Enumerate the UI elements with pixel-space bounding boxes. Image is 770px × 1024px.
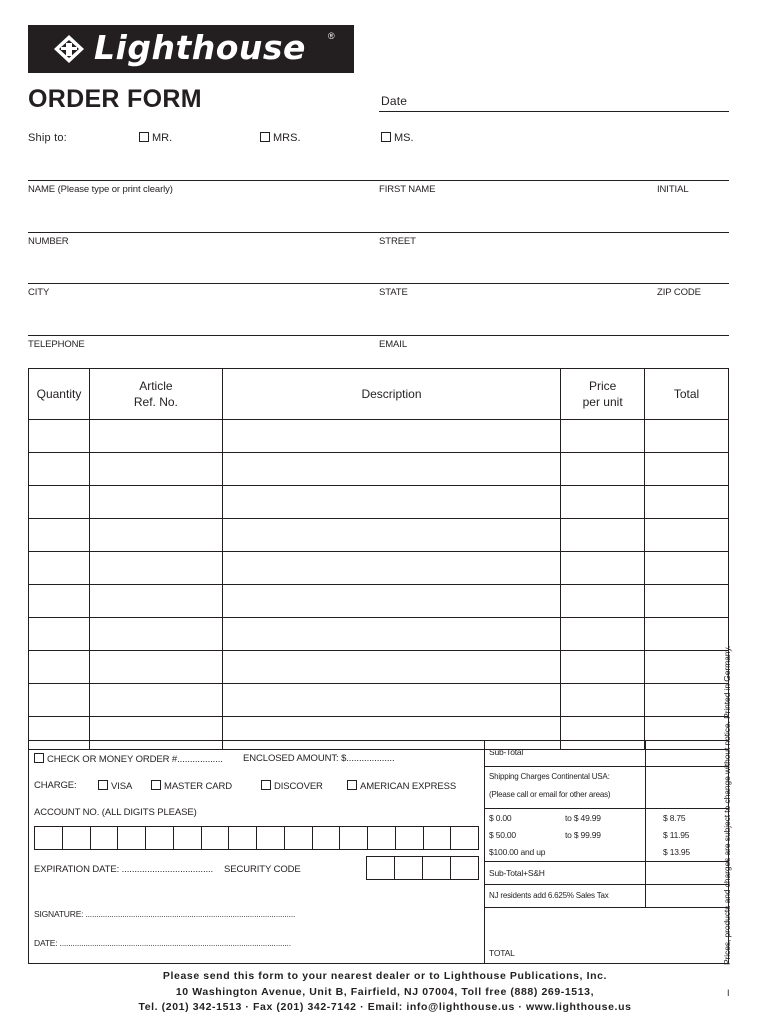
page-mark: I [727, 988, 730, 998]
form-title: ORDER FORM [28, 85, 202, 113]
address-line [28, 283, 729, 284]
telephone-label: TELEPHONE [28, 339, 85, 350]
date-label: Date [381, 94, 408, 108]
state-label: STATE [379, 287, 408, 298]
security-digit-box[interactable] [366, 856, 395, 880]
card-visa[interactable]: VISA [98, 780, 132, 792]
description-cell[interactable] [222, 651, 560, 684]
ship-to-label: Ship to: [28, 132, 67, 144]
account-digit-box[interactable] [62, 826, 91, 850]
ship-option-ms[interactable]: MS. [381, 132, 414, 144]
first-name-label: FIRST NAME [379, 184, 436, 195]
article-cell[interactable] [89, 486, 222, 519]
total-cell[interactable] [645, 618, 729, 651]
account-digit-box[interactable] [117, 826, 146, 850]
subtotal-label: Sub-Total [489, 747, 524, 757]
address-line [28, 232, 729, 233]
account-digit-box[interactable] [173, 826, 202, 850]
brand-name: Lighthouse [94, 28, 306, 67]
price-cell[interactable] [561, 651, 645, 684]
name-label: NAME (Please type or print clearly) [28, 184, 173, 195]
price-cell[interactable] [561, 486, 645, 519]
col-description: Description [222, 369, 560, 420]
card-discover[interactable]: DISCOVER [261, 780, 323, 792]
checkbox[interactable] [261, 780, 271, 790]
card-mastercard[interactable]: MASTER CARD [151, 780, 232, 792]
quantity-cell[interactable] [29, 585, 90, 618]
quantity-cell[interactable] [29, 453, 90, 486]
checkbox[interactable] [34, 753, 44, 763]
rate-from: $ 50.00 [489, 830, 516, 840]
article-cell[interactable] [89, 552, 222, 585]
totals-line [484, 766, 729, 767]
total-cell[interactable] [645, 420, 729, 453]
security-digit-box[interactable] [450, 856, 479, 880]
checkbox[interactable] [98, 780, 108, 790]
rate-charge: $ 8.75 [663, 813, 686, 823]
payment-section [28, 740, 729, 964]
table-row [29, 684, 729, 717]
table-row [29, 552, 729, 585]
account-digit-box[interactable] [395, 826, 424, 850]
description-cell[interactable] [222, 684, 560, 717]
account-digit-box[interactable] [312, 826, 341, 850]
shipping-note: (Please call or email for other areas) [489, 790, 611, 799]
article-cell[interactable] [89, 453, 222, 486]
footer-line-1: Please send this form to your nearest dealer or to Lighthouse Publications, Inc. [162, 970, 608, 982]
expiration-date-field[interactable]: EXPIRATION DATE: .................................... [34, 864, 214, 875]
subtotal-sh-label: Sub-Total+S&H [489, 868, 545, 878]
article-cell[interactable] [89, 684, 222, 717]
account-digit-box[interactable] [367, 826, 396, 850]
article-cell[interactable] [89, 420, 222, 453]
col-price: Price per unit [561, 369, 645, 420]
col-quantity: Quantity [29, 369, 90, 420]
enclosed-amount-field[interactable]: ENCLOSED AMOUNT: $................... [243, 753, 395, 764]
account-digit-box[interactable] [145, 826, 174, 850]
street-label: STREET [379, 236, 416, 247]
registered-mark: ® [328, 31, 335, 41]
quantity-cell[interactable] [29, 486, 90, 519]
quantity-cell[interactable] [29, 684, 90, 717]
account-digit-box[interactable] [284, 826, 313, 850]
account-digit-box[interactable] [256, 826, 285, 850]
address-line [28, 335, 729, 336]
description-cell[interactable] [222, 453, 560, 486]
table-row [29, 486, 729, 519]
rate-charge: $ 11.95 [663, 830, 690, 840]
table-row [29, 585, 729, 618]
rate-to: to $ 99.99 [565, 830, 601, 840]
description-cell[interactable] [222, 618, 560, 651]
quantity-cell[interactable] [29, 651, 90, 684]
col-article: Article Ref. No. [89, 369, 222, 420]
table-row [29, 453, 729, 486]
account-digit-box[interactable] [450, 826, 479, 850]
email-label: EMAIL [379, 339, 408, 350]
lighthouse-icon [53, 34, 85, 64]
brand-logo [28, 25, 354, 73]
article-cell[interactable] [89, 618, 222, 651]
account-digit-box[interactable] [339, 826, 368, 850]
checkbox[interactable] [139, 132, 149, 142]
charge-label: CHARGE: [34, 780, 77, 791]
article-cell[interactable] [89, 651, 222, 684]
checkbox[interactable] [260, 132, 270, 142]
price-cell[interactable] [561, 519, 645, 552]
side-note: Prices, products and charges are subject to change without notice. Printed in Germany. [722, 645, 732, 965]
address-line [28, 180, 729, 181]
security-digit-box[interactable] [422, 856, 451, 880]
table-row [29, 420, 729, 453]
total-cell[interactable] [645, 585, 729, 618]
account-digit-box[interactable] [34, 826, 63, 850]
security-code-label: SECURITY CODE [224, 864, 301, 875]
totals-line [484, 861, 729, 862]
rate-from: $ 0.00 [489, 813, 512, 823]
security-digit-box[interactable] [394, 856, 423, 880]
number-label: NUMBER [28, 236, 69, 247]
account-digit-box[interactable] [423, 826, 452, 850]
price-cell[interactable] [561, 585, 645, 618]
shipping-label: Shipping Charges Continental USA: [489, 772, 610, 781]
date-line[interactable] [379, 111, 729, 112]
total-cell[interactable] [645, 552, 729, 585]
article-cell[interactable] [89, 585, 222, 618]
total-cell[interactable] [645, 486, 729, 519]
initial-label: INITIAL [657, 184, 689, 195]
article-cell[interactable] [89, 519, 222, 552]
footer-line-2: 10 Washington Avenue, Unit B, Fairfield, NJ 07004, Toll free (888) 269-1513, [175, 986, 595, 998]
checkbox[interactable] [381, 132, 391, 142]
account-number-label: ACCOUNT NO. (ALL DIGITS PLEASE) [34, 807, 197, 818]
table-row [29, 519, 729, 552]
total-cell[interactable] [645, 684, 729, 717]
nj-tax-label: NJ residents add 6.625% Sales Tax [489, 891, 609, 900]
col-total: Total [645, 369, 729, 420]
totals-line [484, 808, 729, 809]
divider [484, 740, 485, 964]
description-cell[interactable] [222, 519, 560, 552]
order-items-table [28, 368, 729, 750]
description-cell[interactable] [222, 486, 560, 519]
footer-line-3: Tel. (201) 342-1513 · Fax (201) 342-7142 · Email: info@lighthouse.us · www.lighthouse.us [138, 1001, 632, 1013]
table-row [29, 651, 729, 684]
signature-field[interactable]: SIGNATURE: ................................................................................................. [34, 909, 296, 919]
description-cell[interactable] [222, 552, 560, 585]
total-cell[interactable] [645, 519, 729, 552]
account-digit-box[interactable] [90, 826, 119, 850]
quantity-cell[interactable] [29, 618, 90, 651]
total-cell[interactable] [645, 651, 729, 684]
totals-line [484, 884, 729, 885]
rate-charge: $ 13.95 [663, 847, 690, 857]
rate-from: $100.00 and up [489, 847, 546, 857]
checkbox[interactable] [151, 780, 161, 790]
table-header-row [29, 369, 729, 420]
quantity-cell[interactable] [29, 552, 90, 585]
ship-option-mrs[interactable]: MRS. [260, 132, 301, 144]
table-row [29, 618, 729, 651]
rate-to: to $ 49.99 [565, 813, 601, 823]
ship-option-mr[interactable]: MR. [139, 132, 172, 144]
total-label: TOTAL [489, 948, 515, 958]
date-field[interactable]: DATE: ........................................................................................................... [34, 938, 291, 948]
price-cell[interactable] [561, 684, 645, 717]
price-cell[interactable] [561, 618, 645, 651]
description-cell[interactable] [222, 585, 560, 618]
totals-line [484, 907, 729, 908]
price-cell[interactable] [561, 453, 645, 486]
total-cell[interactable] [645, 453, 729, 486]
account-digit-box[interactable] [201, 826, 230, 850]
card-amex[interactable]: AMERICAN EXPRESS [347, 780, 456, 792]
quantity-cell[interactable] [29, 420, 90, 453]
description-cell[interactable] [222, 420, 560, 453]
price-cell[interactable] [561, 552, 645, 585]
account-digit-box[interactable] [228, 826, 257, 850]
city-label: CITY [28, 287, 50, 298]
check-order-field[interactable]: CHECK OR MONEY ORDER #.................. [34, 753, 223, 765]
price-cell[interactable] [561, 420, 645, 453]
zip-label: ZIP CODE [657, 287, 701, 298]
quantity-cell[interactable] [29, 519, 90, 552]
checkbox[interactable] [347, 780, 357, 790]
